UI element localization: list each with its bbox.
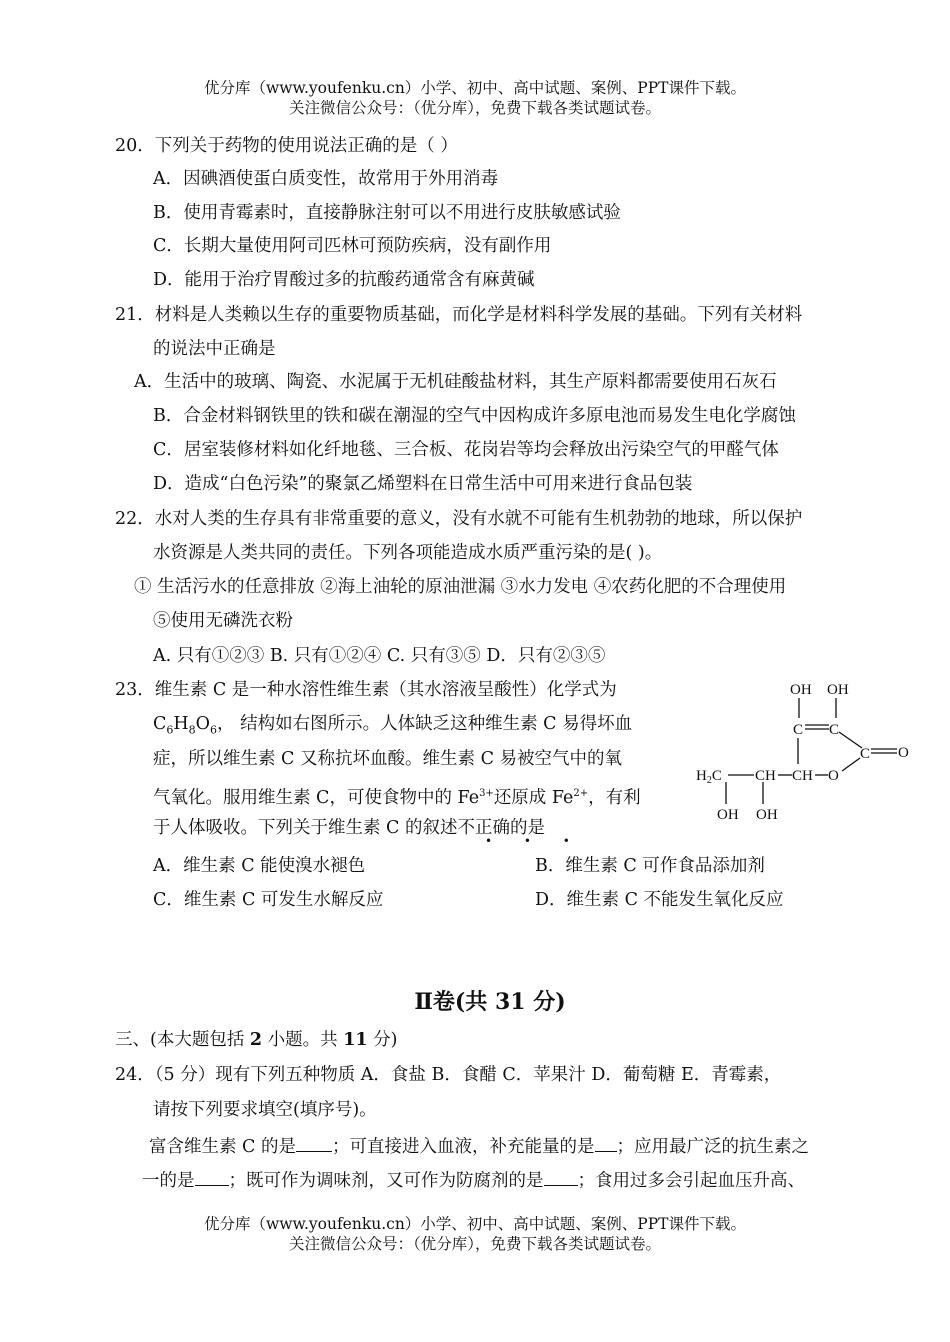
- q21-stem-line2: 的说法中正确是: [153, 339, 276, 359]
- section-3-heading: [115, 1028, 397, 1052]
- formula-h: H: [173, 714, 189, 734]
- q20-stem: 20．下列关于药物的使用说法正确的是（ ）: [115, 136, 458, 156]
- q24-fill-text-c: ；应用最广泛的抗生素之: [616, 1137, 810, 1157]
- struct-o-double: O: [898, 745, 909, 761]
- q21-option-a: A．生活中的玻璃、陶瓷、水泥属于无机硅酸盐材料，其生产原料都需要使用石灰石: [134, 372, 777, 392]
- q24-stem-line1: 24．（5 分）现有下列五种物质 A．食盐 B．食醋 C．苹果汁 D．葡萄糖 E．青霉素，: [115, 1065, 782, 1085]
- q22-items-line1: ① 生活污水的任意排放 ②海上油轮的原油泄漏 ③水力发电 ④农药化肥的不合理使用: [134, 577, 787, 597]
- q20-option-b: B．使用青霉素时，直接静脉注射可以不用进行皮肤敏感试验: [153, 203, 621, 223]
- struct-oh-1: OH: [790, 682, 812, 698]
- q20-option-c: C．长期大量使用阿司匹林可预防疾病，没有副作用: [153, 236, 552, 256]
- q22-stem-line2: 水资源是人类共同的责任。下列各项能造成水质严重污染的是( )。: [153, 543, 663, 563]
- page-header-line1: 优分库（www.youfenku.cn）小学、初中、高中试题、案例、PPT课件下载。: [203, 79, 747, 97]
- struct-c-2: C: [829, 722, 840, 738]
- formula-o: O: [195, 714, 211, 734]
- struct-ch-2: CH: [792, 768, 813, 784]
- q24-fill-line2: [142, 1167, 805, 1193]
- q23-option-c: C．维生素 C 可发生水解反应: [153, 890, 384, 910]
- formula-c: C: [153, 714, 167, 734]
- vitamin-c-structure-diagram: [690, 676, 920, 832]
- struct-bond: [839, 732, 862, 748]
- struct-h: H: [696, 768, 707, 784]
- q23-option-b: B．维生素 C 可作食品添加剂: [535, 856, 765, 876]
- struct-ch-1: CH: [755, 768, 776, 784]
- answer-blank-vitamin-c[interactable]: [296, 1133, 332, 1152]
- q23-stem-line4: [153, 782, 641, 810]
- formula-c-sub: 6: [166, 723, 174, 737]
- struct-bond: [842, 758, 860, 771]
- q21-option-c: C．居室装修材料如化纤地毯、三合板、花岗岩等均会释放出污染空气的甲醛气体: [153, 440, 779, 460]
- answer-blank-seasoning[interactable]: [544, 1167, 578, 1186]
- q24-fill-line1: [149, 1133, 809, 1159]
- struct-o-ring: O: [828, 768, 839, 784]
- section-score: 11: [343, 1030, 368, 1050]
- struct-oh-4: OH: [756, 807, 778, 823]
- emphasis-dots: • • •: [485, 834, 584, 848]
- section-prefix: 三、(本大题包括: [115, 1030, 250, 1050]
- struct-c-3: C: [860, 746, 871, 762]
- page-footer-line1: 优分库（www.youfenku.cn）小学、初中、高中试题、案例、PPT课件下载。: [203, 1215, 747, 1233]
- q24-fill-text-d: 一的是: [142, 1171, 195, 1191]
- q22-options: A. 只有①②③ B. 只有①②④ C. 只有③⑤ D．只有②③⑤: [153, 646, 606, 666]
- q23-stem-line3: 症，所以维生素 C 又称抗坏血酸。维生素 C 易被空气中的氧: [153, 749, 623, 769]
- q24-fill-text-a: 富含维生素 C 的是: [149, 1137, 297, 1157]
- struct-h2c-sub: 2: [706, 775, 712, 786]
- q23-stem-line5: 于人体吸收。下列关于维生素 C 的叙述不正确的是: [153, 818, 546, 838]
- q23-stem-line4-c: ，有利: [588, 787, 641, 808]
- struct-h2c-c: C: [711, 768, 722, 784]
- section-question-count: 2: [249, 1030, 263, 1050]
- q24-fill-text-b: ；可直接进入血液，补充能量的是: [332, 1137, 595, 1157]
- q23-stem-line2: [153, 712, 632, 743]
- q23-stem-line1: 23．维生素 C 是一种水溶性维生素（其水溶液呈酸性）化学式为: [115, 680, 617, 700]
- q20-option-a: A．因碘酒使蛋白质变性，故常用于外用消毒: [153, 169, 499, 189]
- q22-stem-line1: 22．水对人类的生存具有非常重要的意义，没有水就不可能有生机勃勃的地球，所以保护: [115, 509, 803, 529]
- q23-stem-line4-b: 还原成 Fe: [493, 787, 574, 808]
- q21-option-b: B．合金材料钢铁里的铁和碳在潮湿的空气中因构成许多原电池而易发生电化学腐蚀: [153, 406, 796, 426]
- answer-blank-antibiotic[interactable]: [195, 1167, 229, 1186]
- q22-items-line2: ⑤使用无磷洗衣粉: [153, 611, 293, 631]
- q23-option-a: A．维生素 C 能使溴水褪色: [153, 856, 366, 876]
- answer-blank-energy[interactable]: [595, 1133, 617, 1152]
- fe3-superscript: 3+: [479, 788, 494, 799]
- page-footer-line2: 关注微信公众号：（优分库），免费下载各类试题试卷。: [288, 1235, 661, 1253]
- q23-stem-line4-a: 气氧化。服用维生素 C，可使食物中的 Fe: [153, 787, 480, 808]
- q21-stem-line1: 21．材料是人类赖以生存的重要物质基础，而化学是材料科学发展的基础。下列有关材料: [115, 305, 803, 325]
- struct-h2c: [696, 768, 722, 786]
- page-header-line2: 关注微信公众号：（优分库），免费下载各类试题试卷。: [288, 99, 661, 117]
- section-end: 分): [367, 1030, 398, 1050]
- formula-h-sub: 8: [188, 723, 196, 737]
- formula-o-sub: 6: [210, 723, 218, 737]
- q24-stem-line2: 请按下列要求填空(填序号)。: [153, 1100, 377, 1120]
- struct-c-1: C: [793, 722, 804, 738]
- part-2-title: Ⅱ卷(共 31 分): [414, 989, 566, 1015]
- q20-option-d: D．能用于治疗胃酸过多的抗酸药通常含有麻黄碱: [153, 270, 535, 290]
- q21-option-d: D．造成“白色污染”的聚氯乙烯塑料在日常生活中可用来进行食品包装: [153, 474, 693, 494]
- q24-fill-text-e: ；既可作为调味剂，又可作为防腐剂的是: [228, 1171, 544, 1191]
- section-mid: 小题。共: [262, 1030, 344, 1050]
- fe2-superscript: 2+: [573, 788, 589, 799]
- struct-oh-2: OH: [827, 682, 849, 698]
- struct-oh-3: OH: [717, 807, 739, 823]
- q23-stem-line2-rest: ， 结构如右图所示。人体缺乏这种维生素 C 易得坏血: [217, 714, 633, 734]
- q24-fill-text-f: ；食用过多会引起血压升高、: [577, 1171, 805, 1191]
- q23-option-d: D．维生素 C 不能发生氧化反应: [535, 890, 784, 910]
